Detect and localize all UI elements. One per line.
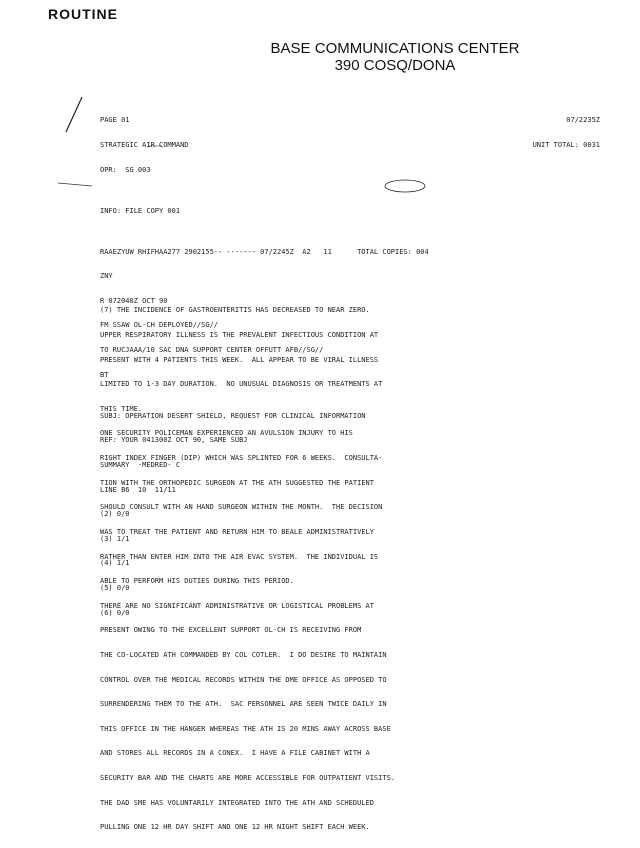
- meta-line: REF: YOUR 041300Z OCT 90, SAME SUBJ: [100, 436, 248, 445]
- meta-line: (6) 0/0: [100, 608, 130, 617]
- meta-line: RAAEZYUW RHIFHAA277 2902155-- ------- 07/2245Z A2 11 TOTAL COPIES: 004: [100, 247, 429, 256]
- message-time-block: [480, 100, 600, 166]
- body-line: AND STORES ALL RECORDS IN A CONEX. I HAVE A FILE CABINET WITH A: [100, 749, 370, 758]
- meta-line: STRATEGIC AIR COMMAND: [100, 141, 189, 150]
- body-line: TION WITH THE ORTHOPEDIC SURGEON AT THE ATH SUGGESTED THE PATIENT: [100, 478, 374, 487]
- meta-line: SUBJ: OPERATION DESERT SHIELD, REQUEST FOR CLINICAL INFORMATION: [100, 411, 366, 420]
- body-line: UPPER RESPIRATORY ILLNESS IS THE PREVALENT INFECTIOUS CONDITION AT: [100, 331, 379, 340]
- body-line: THE DAD SME HAS VOLUNTARILY INTEGRATED INTO THE ATH AND SCHEDULED: [100, 798, 374, 807]
- meta-line: (4) 1/1: [100, 559, 130, 568]
- arrow-mark-line: [58, 183, 92, 186]
- message-body: [100, 290, 395, 848]
- body-line: RATHER THAN ENTER HIM INTO THE AIR EVAC SYSTEM. THE INDIVIDUAL IS: [100, 552, 379, 561]
- meta-line: INFO: FILE COPY 001: [100, 206, 181, 215]
- body-line: RIGHT INDEX FINGER (DIP) WHICH WAS SPLINTED FOR 6 WEEKS. CONSULTA-: [100, 454, 383, 463]
- body-line: ABLE TO PERFORM HIS DUTIES DURING THIS PERIOD.: [100, 577, 294, 586]
- meta-line: BT: [100, 370, 109, 379]
- header-line-1: BASE COMMUNICATIONS CENTER: [270, 40, 520, 57]
- body-line: PRESENT WITH 4 PATIENTS THIS WEEK. ALL APPEAR TO BE VIRAL ILLNESS: [100, 355, 379, 364]
- meta-line: PAGE 01: [100, 116, 130, 125]
- body-line: PRESENT OWING TO THE EXCELLENT SUPPORT OL-CH IS RECEIVING FROM: [100, 626, 362, 635]
- unit-total-line: UNIT TOTAL: 0031: [532, 141, 600, 150]
- meta-line: SUMMARY -MEDRED- C: [100, 460, 181, 469]
- body-line: LIMITED TO 1-3 DAY DURATION. NO UNUSUAL DIAGNOSIS OR TREATMENTS AT: [100, 380, 383, 389]
- time-line: 07/2235Z: [566, 116, 600, 125]
- meta-line: (3) 1/1: [100, 534, 130, 543]
- slash-mark-line: [66, 97, 82, 132]
- body-line: SECURITY BAR AND THE CHARTS ARE MORE ACCESSIBLE FOR OUTPATIENT VISITS.: [100, 773, 396, 782]
- body-line: SURRENDERING THEM TO THE ATH. SAC PERSONNEL ARE SEEN TWICE DAILY IN: [100, 700, 387, 709]
- meta-line: ZNY: [100, 272, 113, 281]
- meta-line: (5) 0/0: [100, 583, 130, 592]
- body-line: SHOULD CONSULT WITH AN HAND SURGEON WITHIN THE MONTH. THE DECISION: [100, 503, 383, 512]
- body-line: ONE SECURITY POLICEMAN EXPERIENCED AN AVULSION INJURY TO HIS: [100, 429, 353, 438]
- body-line: CONTROL OVER THE MEDICAL RECORDS WITHIN THE DME OFFICE AS OPPOSED TO: [100, 675, 387, 684]
- meta-line: R 072040Z OCT 90: [100, 296, 168, 305]
- meta-line: OPR: SG 003: [100, 165, 151, 174]
- body-line: (7) THE INCIDENCE OF GASTROENTERITIS HAS DECREASED TO NEAR ZERO.: [100, 306, 370, 315]
- body-line: PULLING ONE 12 HR DAY SHIFT AND ONE 12 HR NIGHT SHIFT EACH WEEK.: [100, 823, 370, 832]
- body-line: WAS TO TREAT THE PATIENT AND RETURN HIM TO BEALE ADMINISTRATIVELY: [100, 527, 374, 536]
- meta-line: LINE B6 10 11/11: [100, 485, 176, 494]
- body-line: THERE ARE NO SIGNIFICANT ADMINISTRATIVE OR LOGISTICAL PROBLEMS AT: [100, 601, 374, 610]
- meta-line: (2) 0/0: [100, 510, 130, 519]
- meta-line: FM SSAW OL-CH DEPLOYED//SG//: [100, 321, 219, 330]
- body-line: THIS OFFICE IN THE HANGER WHEREAS THE ATH IS 20 MINS AWAY ACROSS BASE: [100, 724, 391, 733]
- body-line: THIS TIME.: [100, 404, 143, 413]
- routine-stamp: ROUTINE: [48, 6, 118, 22]
- body-line: THE CO-LOCATED ATH COMMANDED BY COL COTLER. I DO DESIRE TO MAINTAIN: [100, 650, 387, 659]
- meta-line: TO RUCJAAA/10 SAC DNA SUPPORT CENTER OFFUTT AFB//SG//: [100, 346, 324, 355]
- header-line-2: 390 COSQ/DONA: [334, 57, 456, 74]
